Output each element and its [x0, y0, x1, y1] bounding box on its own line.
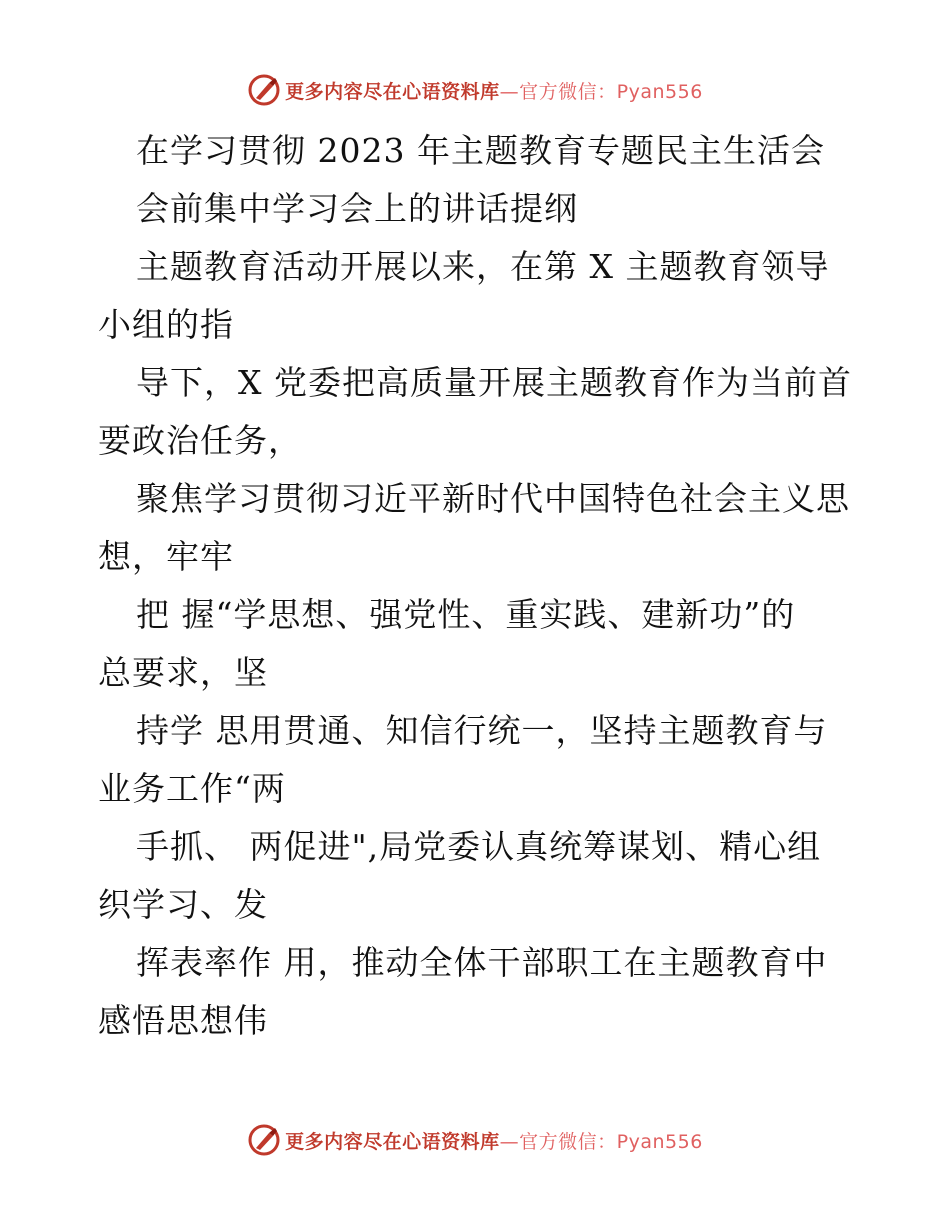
- document-body: [98, 122, 858, 1050]
- red-quill-logo-icon: [247, 1123, 281, 1157]
- footer-brand-text: 更多内容尽在心语资料库: [285, 1130, 500, 1153]
- header-wechat-text: —官方微信：Pyan556: [499, 80, 703, 103]
- footer-banner-text: [285, 1127, 703, 1154]
- paragraph-line: 感悟思想伟: [98, 1001, 268, 1040]
- paragraph-line: 织学习、发: [98, 885, 268, 924]
- paragraph-line: 总要求，坚: [98, 653, 268, 692]
- paragraph-line: 手抓、 两促进",局党委认真统筹谋划、精心组: [136, 827, 822, 866]
- paragraph-line: 挥表率作 用，推动全体干部职工在主题教育中: [136, 943, 828, 982]
- title-line-2: 会前集中学习会上的讲话提纲: [136, 189, 578, 228]
- paragraph-line: 主题教育活动开展以来，在第 X 主题教育领导: [136, 247, 830, 286]
- paragraph-line: 业务工作“两: [98, 769, 286, 808]
- paragraph-line: 想，牢牢: [98, 537, 234, 576]
- paragraph-line: 持学 思用贯通、知信行统一，坚持主题教育与: [136, 711, 828, 750]
- paragraph-line: 要政治任务，: [98, 421, 302, 460]
- paragraph-line: 聚焦学习贯彻习近平新时代中国特色社会主义思: [136, 479, 850, 518]
- header-banner-text: [285, 77, 703, 104]
- footer-wechat-text: —官方微信：Pyan556: [499, 1130, 703, 1153]
- paragraph-line: 把 握“学思想、强党性、重实践、建新功”的: [136, 595, 796, 634]
- red-quill-logo-icon: [247, 73, 281, 107]
- paragraph-line: 导下，X 党委把高质量开展主题教育作为当前首: [136, 363, 852, 402]
- header-banner: [0, 70, 950, 110]
- title-line-1: 在学习贯彻 2023 年主题教育专题民主生活会: [136, 131, 825, 170]
- paragraph-line: 小组的指: [98, 305, 234, 344]
- footer-banner: [0, 1120, 950, 1160]
- header-brand-text: 更多内容尽在心语资料库: [285, 80, 500, 103]
